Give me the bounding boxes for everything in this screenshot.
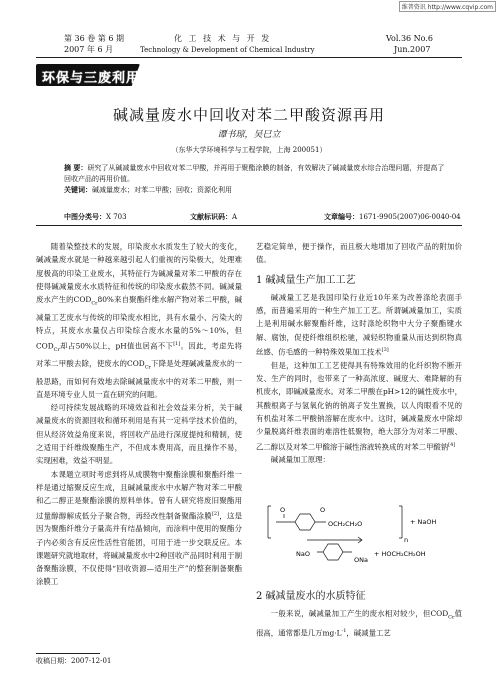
article-title: 碱减量废水中回收对苯二甲酸资源再用 (112, 106, 385, 124)
abstract (64, 163, 446, 196)
paragraph-text: 但是，这种加工工艺使得具有特殊效用的化纤织物不断开发、生产的同时，也带来了一种高浓度、碱度大、难降解的有机废水，即碱减量废水。对苯二甲酸在pH>12的碱性废水中，其酸根离子与氢氧化钠的钠离子发生置换，以人肉眼看不见的有机盐对苯二甲酸钠溶解在废水中。这时，碱减量废水中除却少量脱离纤维表面的难溶性低聚物，绝大部分为对苯二甲酸、乙二醇以及对苯二甲酸溶于碱性溶液转换成的对苯二甲酸钠 (256, 360, 462, 452)
paragraph-text: 随着染整技术的发展，印染废水水质发生了较大的变化，碱减量废水就是一种越来越引起人们重视的污染极大，处理难度极高的印染工业废水，其特征行为碱减量对苯二甲酸的存在使得碱减量废水水质特征和传统的印染废水截然不同。碱减量废水产生的COD (36, 242, 242, 305)
paragraph: 碱减量加工原理： (270, 455, 330, 465)
footer-rule (36, 653, 100, 654)
benzene-ring (295, 514, 315, 530)
right-column-lower (256, 590, 462, 640)
paragraph-text: 碱减量工艺是我国印染行业近10年来为改善涤纶表面手感，而普遍采用的一种生产加工工艺。所谓碱减量加工，实质上是利用碱水解聚酯纤维，这时涤纶织物中大分子聚酯键水解、腐蚀，促使纤维组织松驰，减轻织物重量从而达到织物真丝感、仿毛感的一种特殊效果加工技术 (256, 292, 462, 357)
left-column (36, 240, 242, 589)
doc-code-label: 文献标识码： (190, 212, 232, 221)
benzene-ring-product (323, 544, 343, 560)
citation: [1] (173, 340, 181, 347)
header-rule (36, 57, 462, 58)
paragraph: 艺稳定简单，便于操作，而且极大地增加了回收产品的附加价值。 (256, 242, 462, 265)
affiliation: （东华大学环境科学与工程学院，上海 200051） (171, 146, 327, 154)
section-heading-2: 2 碱减量废水的水质特征 (256, 591, 366, 602)
paragraph: 一般来说，碱减量加工产生的废水相对较少，但$COD_{Cr}$值很高，通常都是几万$mg\cdot L^{-1}$，碱减量工艺 (256, 609, 462, 638)
paragraph (256, 291, 462, 359)
paragraph: 经可持续发展战略的环境效益和社会效益来分析，关于碱减量废水的资源回收和循环利用是有其一定科学技术价值的，但从经济效益角度来说，将回收产品进行深度提纯和精制，使之适用于纤维级聚酯生产，不但成本费用高，而且操作不易，实现困难，效益不明显。 (36, 403, 242, 466)
clc-line (64, 212, 127, 222)
paragraph-text: ，碱减量工艺 (346, 628, 391, 638)
reagent: + NaOH (410, 518, 437, 526)
article-number-label: 文章编号： (324, 212, 359, 221)
paragraph-text: 本课题立项时考虑到将从成膜物中聚酯涂膜和聚酯纤维一样是通过缩聚反应生成，且碱减量废水中水解产物对苯二甲酸和乙二醇正是聚酯涂膜的原料单体。曾有人研究将废旧聚酯用过量醇醇解成低分子聚合物，再经改性制备聚酯涂膜 (36, 469, 242, 520)
paragraph-text: 80%来自聚酯纤维水解产物对苯二甲酸，碱减量工艺废水与传统的印染废水相比，具有水量小、污染大的特点，其废水水量仅占印染综合废水水量的5%～10%，但COD (36, 295, 243, 351)
doc-code-value: A (232, 213, 238, 221)
citation: [4] (448, 441, 456, 448)
product-na-left: NaO (296, 550, 310, 558)
doc-code-line (190, 212, 237, 222)
carbonyl-o: O (320, 506, 326, 514)
header-volume-en: Vol.36 No.6 (386, 34, 433, 43)
paragraph-text: ，这是因为聚酯纤维分子量高并有结晶倾向，而涂料中使用的聚酯分子内必须含有反应性活性官能团，可用于进一步交联反应。本课题研究就地取材，将碱减量废水中2种回收产品同时利用于制备聚酯涂膜，不仅使得“回收资源—适用生产”的整套制备聚酯涂膜工 (36, 510, 242, 587)
watermark: 维普资讯 http://www.cqvip.com (399, 1, 496, 12)
clc-value: X 703 (106, 213, 127, 221)
paragraph-text: 下降是处理碱减量废水的一般思路，而如何有效地去除碱减量废水中的对苯二甲酸，则一直是环境专业人员一直在研究的问题。 (36, 358, 242, 399)
citation: [2] (211, 510, 220, 517)
paragraph-text: 却占50%以上，pH值也居高不下 (59, 341, 174, 351)
abstract-text: 研究了从碱减量废水中回收对苯二甲酸，并再用于聚酯涂膜的制备，有效解决了碱减量废水综合治理问题，并提高了回收产品的再用价值。 (64, 164, 445, 183)
keywords: 碱减量废水；对苯二甲酸；回收；资源化利用 (92, 186, 232, 194)
clc-label: 中图分类号： (64, 212, 106, 221)
byproduct: + HOCH₂CH₂OH (374, 550, 426, 558)
section-banner (36, 64, 140, 86)
ester-linkage: OCH₂CH₂O (328, 520, 363, 528)
product-na-right: ONa (354, 556, 368, 564)
paragraph (36, 468, 242, 589)
section-heading-1: 1 碱减量生产加工工艺 (256, 274, 356, 286)
header-date-cn: 2007 年 6 月 (64, 45, 114, 54)
paragraph-text: 。因此，考虑先将对苯二甲酸去除，使废水的COD (36, 341, 242, 368)
citation: [3] (381, 347, 389, 354)
section-banner-label: 环保与三废利用 (42, 71, 141, 86)
paragraph-text: 值很高，通常都是几万mg·L (256, 609, 462, 638)
polymer-bracket-right (399, 506, 402, 538)
paragraph: 随着染整技术的发展，印染废水水质发生了较大的变化，碱减量废水就是一种越来越引起人们重视的污染极大，处理难度极高的印染工业废水，其特征行为碱减量对苯二甲酸的存在使得碱减量废水水质特征和传统的印染废水截然不同。碱减量废水产生的$COD_{Cr}80\%$来自聚酯纤维水解产物对苯二甲酸，碱减量工艺废水与传统的印染废水相比，具有水量小、污染大的特点，其废水水量仅占印染综合废水水量的5%～10%，但$COD_{Cr}$却占50%以上，pH值也居高不下[1]。因此，考虑先将对苯二甲酸去除，使废水的$COD_{Cr}$下降是处理碱减量废水的一般思路，而如何有效地去除碱减量废水中的对苯二甲酸，则一直是环境专业人员一直在研究的问题。 (36, 242, 243, 399)
header-journal-cn: 化 工 技 术 与 开 发 (174, 34, 272, 43)
abstract-rule (36, 225, 462, 226)
authors: 谭书琼，吴巳立 (217, 130, 281, 140)
polymer-n: n (404, 536, 409, 544)
carbonyl-o: O (280, 506, 286, 514)
header-date-en: Jun.2007 (394, 45, 431, 54)
abstract-label: 摘 要： (64, 164, 88, 172)
article-number-line (324, 212, 461, 222)
paragraph (256, 359, 462, 454)
header-journal-en: Technology & Development of Chemical Industry (140, 46, 315, 54)
reaction-scheme (262, 502, 462, 582)
article-number-value: 1671-9905(2007)06-0040-04 (359, 213, 461, 221)
received-date: 收稿日期：2007-12-01 (36, 657, 112, 665)
keywords-label: 关键词： (64, 186, 92, 194)
paragraph-text: 一般来说，碱减量加工产生的废水相对较少，但COD (270, 609, 449, 619)
header-volume-cn: 第 36 卷 第 6 期 (64, 34, 124, 43)
right-column (256, 240, 462, 467)
